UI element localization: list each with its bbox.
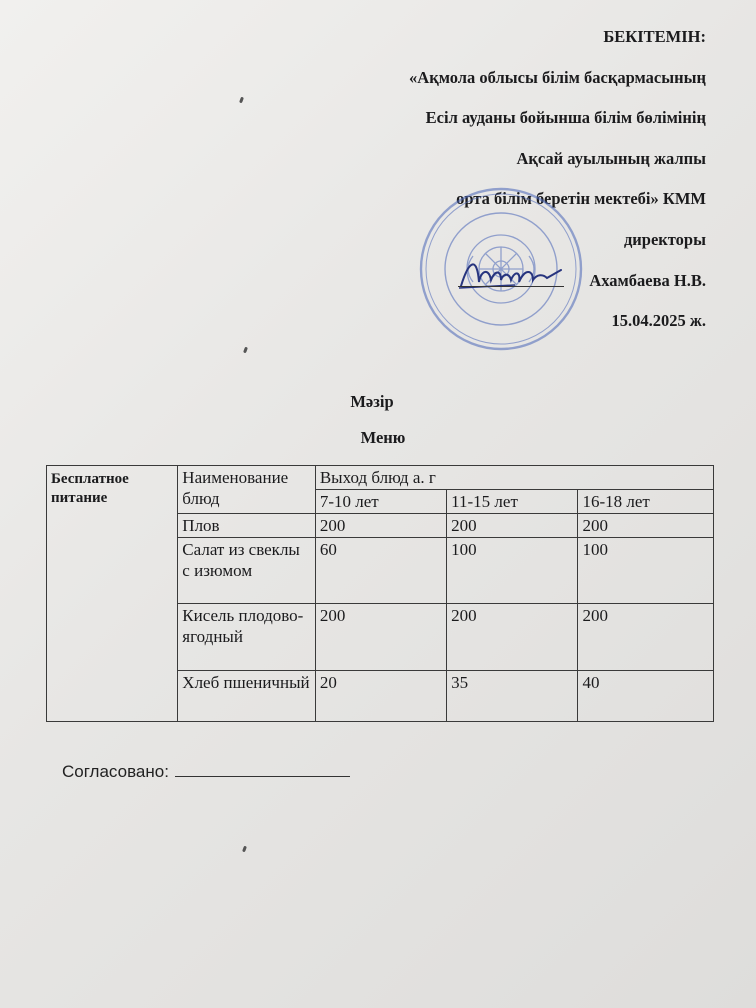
director-signature [455,252,567,294]
dish-name: Салат из свеклы с изюмом [178,538,316,604]
signature-line [458,286,564,287]
portion-value: 20 [315,671,446,722]
age-group-11-15: 11-15 лет [447,490,578,514]
portion-value: 200 [578,604,714,671]
menu-title-kz: Мәзір [350,392,394,411]
dish-name: Плов [178,514,316,538]
portion-value: 35 [447,671,578,722]
portion-value: 200 [447,604,578,671]
approval-title: БЕКІТЕМІН: [603,27,706,46]
table-header-row [47,466,714,490]
portion-value: 40 [578,671,714,722]
approval-line-name: Ахамбаева Н.В. [589,270,706,290]
paper-speck [242,846,247,853]
output-header: Выход блюд а. г [315,466,713,490]
approval-line-school: орта білім беретін мектебі» КММ [456,189,706,209]
portion-value: 200 [315,514,446,538]
approval-line-position: директоры [623,229,706,249]
agreed-signature-line [175,762,350,777]
age-group-16-18: 16-18 лет [578,490,714,514]
age-group-7-10: 7-10 лет [315,490,446,514]
dish-header: Наименование блюд [178,466,316,514]
menu-title-ru: Меню [360,428,406,447]
agreed-label: Согласовано: [62,762,169,781]
category-cell: Бесплатное питание [47,466,178,722]
portion-value: 200 [315,604,446,671]
menu-table [46,465,714,722]
portion-value: 100 [447,538,578,604]
agreed-block [62,762,350,782]
portion-value: 100 [578,538,714,604]
dish-name: Кисель плодово-ягодный [178,604,316,671]
approval-line-department: Есіл ауданы бойынша білім бөлімінің [425,108,706,128]
approval-line-village: Ақсай ауылының жалпы [516,148,706,168]
portion-value: 200 [447,514,578,538]
dish-name: Хлеб пшеничный [178,671,316,722]
approval-line-org: «Ақмола облысы білім басқармасының [409,67,706,87]
portion-value: 200 [578,514,714,538]
approval-date: 15.04.2025 ж. [611,311,706,331]
portion-value: 60 [315,538,446,604]
